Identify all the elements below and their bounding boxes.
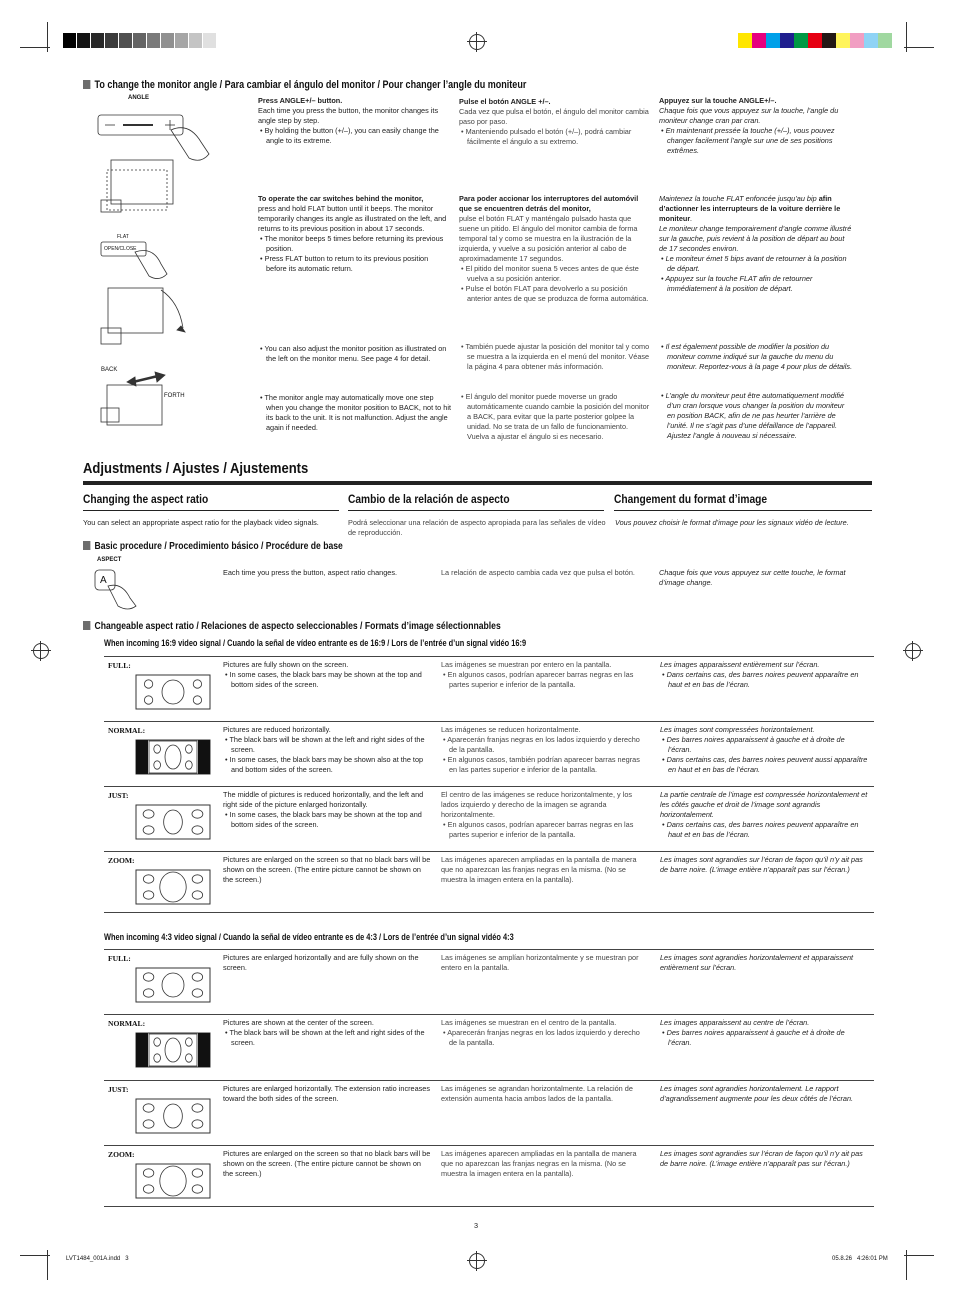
table-row-divider bbox=[104, 786, 874, 787]
basic-procedure-title: Basic procedure / Procedimiento básico / Procédure de base bbox=[83, 540, 343, 552]
divider bbox=[83, 481, 872, 485]
table-row-divider bbox=[104, 721, 874, 722]
flat-en: To operate the car switches behind the monitor, press and hold FLAT button until it beeps. The monitor temporarily changes its angle as illustrated on the left, and returns to its previous position in about 17 seconds. • The monitor beeps 5 times before returning its previous position. • Press FLAT button to return to its previous position before its automatic return. bbox=[258, 194, 450, 274]
flat-es: Para poder accionar los interruptores del automóvil que se encuentren detrás del monitor, pulse el botón FLAT y manténgalo pulsado hasta que suene un pitido. El ángulo del monitor cambia de forma temporal tal y como se muestra en la ilustración de la izquierda, y vuelve a su posición anterior al cabo de aproximadamente 17 segundos. • El pitido del monitor suena 5 veces antes de que éste vuelva a su posición anterior. • Pulse el botón FLAT para devolverlo a su posición anterior antes de que se produzca de forma automática. bbox=[459, 194, 651, 304]
crop-mark bbox=[20, 1255, 50, 1256]
color-swatch bbox=[766, 33, 780, 48]
page-number: 3 bbox=[474, 1221, 479, 1230]
screen-diagram-2 bbox=[135, 804, 211, 856]
divider bbox=[348, 510, 604, 511]
mode-desc-fr: Les images sont compressées horizontalement. • Des barres noires apparaissent à gauche et à droite de l’écran. • Dans certains cas, des barres noires peuvent aussi apparaître en haut et en bas de l’écran. bbox=[660, 725, 868, 775]
registration-mark-bottom bbox=[469, 1253, 485, 1269]
square-bullet-icon bbox=[83, 80, 90, 89]
table-row-divider bbox=[104, 851, 874, 852]
mode-desc-en: Pictures are enlarged on the screen so that no black bars will be shown on the screen. (The entire picture cannot be shown on the screen.) bbox=[223, 1149, 431, 1178]
mode-desc-es: Las imágenes se agrandan horizontalmente. La relación de extensión aumenta hacia ambos lados de la pantalla. bbox=[441, 1084, 633, 1103]
mode-desc-fr: Les images sont agrandies sur l’écran de façon qu’il n’y ait pas de barre noire. (L’image entière n’apparaît pas sur l’écran.) bbox=[660, 1149, 863, 1168]
table-row-divider bbox=[104, 1080, 874, 1081]
flat-label: FLAT bbox=[117, 234, 129, 240]
basic-es: La relación de aspecto cambia cada vez que pulsa el botón. bbox=[441, 568, 635, 577]
mode-desc-en: Pictures are reduced horizontally. • The black bars will be shown at the left and right sides of the screen. • In some cases, the black bars may be shown also at the top and bottom sides of the screen. bbox=[223, 725, 433, 775]
mode-desc-fr: Les images sont agrandies horizontalement et apparaissent entièrement sur l’écran. bbox=[660, 953, 854, 972]
subheading-4-3: When incoming 4:3 video signal / Cuando la señal de vídeo entrante es de 4:3 / Lors de l’entrée d’un signal vidéo 4:3 bbox=[104, 932, 514, 943]
mode-desc-fr: Les images apparaissent entièrement sur l’écran. • Dans certains cas, des barres noires peuvent apparaître en haut et en bas de l’écran. bbox=[660, 660, 868, 690]
divider bbox=[83, 510, 339, 511]
screen-diagram-3 bbox=[135, 1163, 211, 1215]
mode-desc-es: Las imágenes se reducen horizontalmente. • Aparecerán franjas negras en los lados izquierdo y derecho de la pantalla. • En algunos casos, también podrían aparecer barras negras en las partes superior e inferior de la pantalla. bbox=[441, 725, 646, 775]
mode-desc-en: The middle of pictures is reduced horizontally, and the left and right side of the picture enlarged horizontally. • In some cases, the black bars may be shown at the top and bottom sides of the screen. bbox=[223, 790, 433, 830]
subheading-16-9: When incoming 16:9 video signal / Cuando la señal de vídeo entrante es de 16:9 / Lors de l’entrée d’un signal vidéo 16:9 bbox=[104, 638, 527, 649]
mode-desc-fr: La partie centrale de l’image est compressée horizontalement et les côtés gauche et droit de l’image sont agrandis horizontalement. • Dans certains cas, des barres noires peuvent apparaître en haut et en bas de l’écran. bbox=[660, 790, 868, 840]
mode-desc-es: Las imágenes aparecen ampliadas en la pantalla de manera que no aparezcan las franjas negras en la misma. (No se muestra la imagen entera en la pantalla). bbox=[441, 1149, 637, 1178]
gray-swatch bbox=[203, 33, 217, 48]
angle-label: ANGLE bbox=[128, 95, 149, 101]
gray-swatch bbox=[161, 33, 175, 48]
mode-desc-es: Las imágenes se muestran en el centro de la pantalla. • Aparecerán franjas negras en los lados izquierdo y derecho de la pantalla. bbox=[441, 1018, 646, 1048]
table-row-divider bbox=[104, 656, 874, 657]
registration-mark-right bbox=[905, 643, 921, 659]
mode-desc-es: Las imágenes aparecen ampliadas en la pantalla de manera que no aparezcan las franjas negras en la misma. (No se muestra la imagen entera en la pantalla). bbox=[441, 855, 637, 884]
registration-mark-left bbox=[33, 643, 49, 659]
heading-aspect-es: Cambio de la relación de aspecto bbox=[348, 492, 510, 506]
mode-desc-fr: Les images sont agrandies sur l’écran de façon qu’il n’y ait pas de barre noire. (L’image entière n’apparaît pas sur l’écran.) bbox=[660, 855, 863, 874]
color-swatch bbox=[864, 33, 878, 48]
aspect-label: ASPECT bbox=[97, 557, 122, 563]
flat-fr: Maintenez la touche FLAT enfoncée jusqu’au bip afin d’actionner les interrupteurs de la voiture derrière le moniteur. Le moniteur change temporairement d’angle comme illustré sur la gauche, puis revient à la position de départ au bout de 17 secondes environ. • Le moniteur émet 5 bips avant de retourner à la position de départ. • Appuyez sur la touche FLAT afin de retourner immédiatement à la position de départ. bbox=[659, 194, 853, 294]
gray-registration-bar bbox=[63, 33, 217, 48]
gray-swatch bbox=[175, 33, 189, 48]
mode-label: FULL: bbox=[108, 661, 131, 670]
intro-en: You can select an appropriate aspect ratio for the playback video signals. bbox=[83, 518, 319, 527]
basic-en: Each time you press the button, aspect ratio changes. bbox=[223, 568, 398, 577]
back-note-es: • El ángulo del monitor puede moverse un grado automáticamente cuando cambie la posición del monitor a BACK, para evitar que la parte posterior golpee la unidad. No se trata de un fallo de funcionamiento. Vuelva a ajustar el ángulo si es necesario. bbox=[459, 392, 651, 442]
gray-swatch bbox=[133, 33, 147, 48]
mode-desc-en: Pictures are shown at the center of the screen. • The black bars will be shown at the left and right sides of the screen. bbox=[223, 1018, 433, 1048]
table-row-divider bbox=[104, 1206, 874, 1207]
screen-diagram-0 bbox=[135, 967, 211, 1019]
section-title-adjustments: Adjustments / Ajustes / Ajustements bbox=[83, 461, 309, 477]
color-swatch bbox=[878, 33, 892, 48]
angle-fr: Appuyez sur la touche ANGLE+/–. Chaque fois que vous appuyez sur la touche, l’angle du moniteur change cran par cran. • En maintenant pressée la touche (+/–), vous pouvez changer facilement l’angle sur une de ses positions extrêmes. bbox=[659, 96, 853, 156]
intro-fr: Vous pouvez choisir le format d’image pour les signaux vidéo de lecture. bbox=[615, 518, 849, 527]
open-close-label: OPEN/CLOSE bbox=[104, 246, 137, 252]
mode-label: ZOOM: bbox=[108, 856, 135, 865]
gray-swatch bbox=[63, 33, 77, 48]
screen-diagram-2 bbox=[135, 1098, 211, 1150]
square-bullet-icon bbox=[83, 541, 90, 550]
gray-swatch bbox=[77, 33, 91, 48]
section-title-monitor-angle: To change the monitor angle / Para cambiar el ángulo del monitor / Pour changer l’angle du moniteur bbox=[83, 79, 526, 91]
table-row-divider bbox=[104, 912, 874, 913]
color-registration-bar bbox=[738, 33, 892, 48]
square-bullet-icon bbox=[83, 621, 90, 630]
back-note-en: • The monitor angle may automatically move one step when you change the monitor position to BACK, not to hit its back to the unit. It is not malfunction. Adjust the angle again if needed. bbox=[258, 393, 452, 433]
color-swatch bbox=[836, 33, 850, 48]
registration-mark-top bbox=[469, 34, 485, 50]
mode-label: NORMAL: bbox=[108, 726, 146, 735]
mode-label: FULL: bbox=[108, 954, 131, 963]
table-row-divider bbox=[104, 949, 874, 950]
basic-fr: Chaque fois que vous appuyez sur cette touche, le format d’image change. bbox=[659, 568, 846, 587]
gray-swatch bbox=[147, 33, 161, 48]
color-swatch bbox=[794, 33, 808, 48]
color-swatch bbox=[822, 33, 836, 48]
mode-desc-en: Pictures are enlarged on the screen so that no black bars will be shown on the screen. (The entire picture cannot be shown on the screen.) bbox=[223, 855, 431, 884]
mode-label: JUST: bbox=[108, 791, 129, 800]
menu-note-fr: • Il est également possible de modifier la position du moniteur comme indiqué sur la gauche du menu du moniteur. Reportez-vous à la page 4 pour plus de détails. bbox=[659, 342, 853, 372]
monitor-illustration bbox=[93, 90, 218, 445]
color-swatch bbox=[752, 33, 766, 48]
mode-desc-en: Pictures are enlarged horizontally. The extension ratio increases toward the both sides of the screen. bbox=[223, 1084, 430, 1103]
gray-swatch bbox=[189, 33, 203, 48]
menu-note-en: • You can also adjust the monitor position as illustrated on the left on the monitor menu. See page 4 for detail. bbox=[258, 344, 452, 364]
print-date: 05.8.26 4:26:01 PM bbox=[832, 1256, 888, 1262]
aspect-button-illustration bbox=[92, 566, 142, 611]
intro-es: Podrá seleccionar una relación de aspecto apropiada para las señales de vídeo de reproducción. bbox=[348, 518, 606, 537]
forth-label: FORTH bbox=[164, 393, 185, 399]
table-row-divider bbox=[104, 1145, 874, 1146]
mode-desc-es: Las imágenes se muestran por entero en la pantalla. • En algunos casos, podrían aparecer barras negras en las partes superior e inferior de la pantalla. bbox=[441, 660, 646, 690]
mode-desc-en: Pictures are fully shown on the screen. • In some cases, the black bars may be shown at the top and bottom sides of the screen. bbox=[223, 660, 433, 690]
screen-diagram-3 bbox=[135, 869, 211, 921]
table-row-divider bbox=[104, 1014, 874, 1015]
mode-desc-en: Pictures are enlarged horizontally and are fully shown on the screen. bbox=[223, 953, 419, 972]
divider bbox=[614, 510, 872, 511]
screen-diagram-1 bbox=[135, 739, 211, 791]
back-label: BACK bbox=[101, 367, 118, 373]
screen-diagram-0 bbox=[135, 674, 211, 726]
color-swatch bbox=[808, 33, 822, 48]
mode-label: JUST: bbox=[108, 1085, 129, 1094]
mode-label: NORMAL: bbox=[108, 1019, 146, 1028]
gray-swatch bbox=[119, 33, 133, 48]
menu-note-es: • También puede ajustar la posición del monitor tal y como se muestra a la izquierda en el menú del monitor. Véase la página 4 para obtener más información. bbox=[459, 342, 651, 372]
file-name: LVT1484_001A.indd 3 bbox=[66, 1256, 129, 1262]
angle-en: Press ANGLE+/– button. Each time you press the button, the monitor changes its angle step by step. • By holding the button (+/–), you can easily change the angle to its extreme. bbox=[258, 96, 450, 146]
mode-desc-fr: Les images apparaissent au centre de l’écran. • Des barres noires apparaissent à gauche et à droite de l’écran. bbox=[660, 1018, 868, 1048]
screen-diagram-1 bbox=[135, 1032, 211, 1084]
mode-label: ZOOM: bbox=[108, 1150, 135, 1159]
mode-desc-fr: Les images sont agrandies horizontalement. Le rapport d’agrandissement augmente pour les deux côtés de l’écran. bbox=[660, 1084, 854, 1103]
aspect-button-letter: A bbox=[100, 575, 107, 586]
color-swatch bbox=[738, 33, 752, 48]
heading-aspect-en: Changing the aspect ratio bbox=[83, 492, 209, 506]
crop-mark bbox=[20, 47, 50, 48]
mode-desc-es: El centro de las imágenes se reduce horizontalmente, y los lados izquierdo y derecho de la imagen se agranda horizontalmente. • En algunos casos, podrían aparecer barras negras en las partes superior e inferior de la pantalla. bbox=[441, 790, 646, 840]
back-note-fr: • L’angle du moniteur peut être automatiquement modifié d’un cran lorsque vous changer la position du moniteur en position BACK, afin de ne pas heurter l’arrière de l’unité. Il ne s’agit pas d’une défaillance de l’appareil. Ajustez l’angle à nouveau si nécessaire. bbox=[659, 391, 853, 441]
color-swatch bbox=[850, 33, 864, 48]
color-swatch bbox=[780, 33, 794, 48]
changeable-aspect-title: Changeable aspect ratio / Relaciones de aspecto seleccionables / Formats d’image sélectionnables bbox=[83, 620, 501, 632]
angle-es: Pulse el botón ANGLE +/–. Cada vez que pulsa el botón, el ángulo del monitor cambia paso por paso. • Manteniendo pulsado el botón (+/–), podrá cambiar fácilmente el ángulo a su extremo. bbox=[459, 97, 651, 147]
mode-desc-es: Las imágenes se amplían horizontalmente y se muestran por entero en la pantalla. bbox=[441, 953, 639, 972]
heading-aspect-fr: Changement du format d’image bbox=[614, 492, 768, 506]
crop-mark bbox=[904, 47, 934, 48]
gray-swatch bbox=[105, 33, 119, 48]
gray-swatch bbox=[91, 33, 105, 48]
crop-mark bbox=[904, 1255, 934, 1256]
